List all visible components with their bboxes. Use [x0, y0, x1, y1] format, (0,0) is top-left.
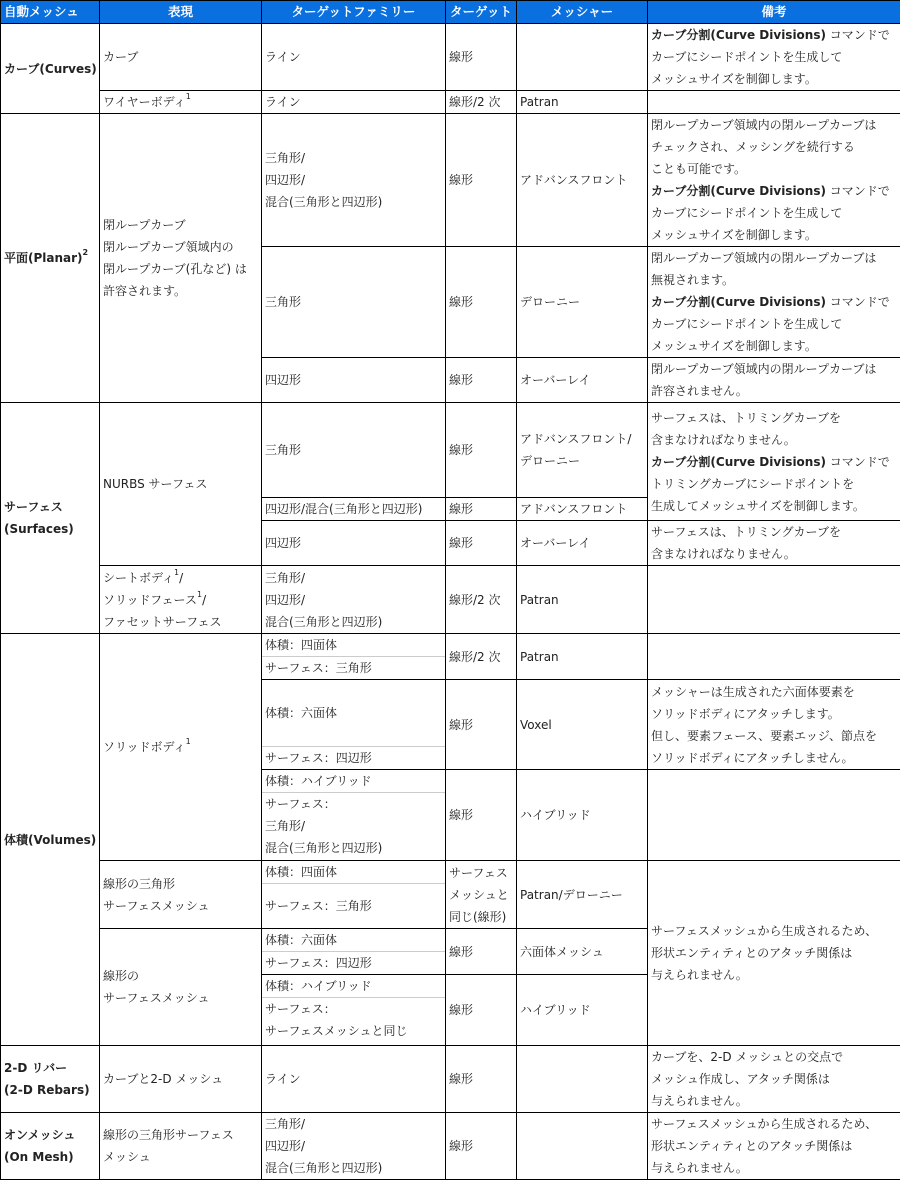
col-header: ターゲット: [446, 1, 517, 24]
cell: [262, 566, 446, 634]
cell: [100, 91, 262, 114]
cell: ライン: [262, 24, 446, 91]
remark: [648, 24, 900, 91]
text: /: [179, 571, 183, 585]
cell: 四辺形/混合(三角形と四辺形): [262, 498, 446, 521]
bold-text: カーブ分割(Curve Divisions): [651, 295, 826, 309]
text: 混合(三角形と四辺形): [265, 191, 442, 213]
cell: [100, 566, 262, 634]
text: カーブを、2-D メッシュとの交点で: [651, 1046, 897, 1068]
cell: ライン: [262, 91, 446, 114]
text: サーフェスメッシュ: [103, 987, 258, 1009]
cell: 三角形: [262, 247, 446, 358]
text: サーフェス：: [265, 998, 442, 1020]
text: 体積：四面体: [262, 861, 445, 884]
remark: [648, 680, 900, 770]
text: 形状エンティティとのアタッチ関係は: [651, 942, 897, 964]
text: 線形の三角形: [103, 873, 258, 895]
remark: [648, 861, 900, 1046]
remark: [648, 770, 900, 861]
text: 但し、要素フェース、要素エッジ、節点を: [651, 725, 897, 747]
cell: ライン: [262, 1046, 446, 1113]
text: サーフェスメッシュと同じ: [265, 1020, 442, 1042]
cell: 六面体メッシュ: [517, 929, 648, 975]
remark: [648, 403, 900, 521]
text: オンメッシュ: [4, 1124, 96, 1146]
table-row: [1, 634, 900, 680]
table-row: [1, 566, 900, 634]
text: サーフェス: [449, 862, 513, 884]
cell: アドバンスフロント: [517, 114, 648, 247]
footnote: 1: [197, 590, 202, 599]
group-volumes: 体積(Volumes): [1, 634, 100, 1046]
cell: 三角形: [262, 403, 446, 498]
text: 三角形/: [265, 567, 442, 589]
cell: [262, 114, 446, 247]
col-header: 備考: [648, 1, 900, 24]
text: 四辺形/: [265, 169, 442, 191]
text: シートボディ: [103, 571, 174, 585]
text: 線形の: [103, 965, 258, 987]
cell: ハイブリッド: [517, 770, 648, 861]
text: 同じ(線形): [449, 906, 513, 928]
cell: 線形: [446, 929, 517, 975]
cell: Patran/デローニー: [517, 861, 648, 929]
cell: オーバーレイ: [517, 358, 648, 403]
cell: [517, 24, 648, 91]
text: メッシャーは生成された六面体要素を: [651, 681, 897, 703]
text: ソリッドボディ: [103, 740, 186, 754]
table-row: [1, 1046, 900, 1113]
cell: [100, 114, 262, 403]
group-surfaces: [1, 403, 100, 634]
text: サーフェス: [4, 496, 96, 518]
col-header: 表現: [100, 1, 262, 24]
text: サーフェスは、トリミングカーブを: [651, 407, 897, 429]
text: トリミングカーブにシードポイントを: [651, 473, 897, 495]
text: 生成してメッシュサイズを制御します。: [651, 495, 897, 517]
text: コマンドで: [826, 28, 890, 42]
text: サーフェス：三角形: [262, 657, 445, 679]
text: メッシュ: [103, 1146, 258, 1168]
text: 形状エンティティとのアタッチ関係は: [651, 1135, 897, 1157]
text: メッシュと: [449, 884, 513, 906]
text: 許容されます。: [103, 280, 258, 302]
text: ソリッドボディにアタッチしません。: [651, 747, 897, 769]
cell: 線形/2 次: [446, 566, 517, 634]
cell: 四辺形: [262, 521, 446, 566]
cell: [262, 1113, 446, 1180]
header-row: [1, 1, 900, 24]
cell: [262, 634, 446, 680]
cell: Patran: [517, 634, 648, 680]
text: ソリッドフェース: [103, 593, 197, 607]
cell: オーバーレイ: [517, 521, 648, 566]
text: 閉ループカーブ: [103, 214, 258, 236]
group-onmesh: [1, 1113, 100, 1180]
text: 閉ループカーブ(孔など) は: [103, 258, 258, 280]
text: 混合(三角形と四辺形): [265, 611, 442, 633]
cell: 線形: [446, 403, 517, 498]
text: サーフェスメッシュ: [103, 895, 258, 917]
text: メッシュサイズを制御します。: [651, 335, 897, 357]
text: 閉ループカーブ領域内の: [103, 236, 258, 258]
cell: 線形: [446, 358, 517, 403]
cell: ハイブリッド: [517, 975, 648, 1046]
text: 閉ループカーブ領域内の閉ループカーブは: [651, 114, 897, 136]
text: 無視されます。: [651, 269, 897, 291]
text: 平面(Planar): [4, 251, 83, 265]
cell: [100, 861, 262, 929]
text: (On Mesh): [4, 1146, 96, 1168]
text: 含まなければなりません。: [651, 429, 897, 451]
text: サーフェス：四辺形: [262, 747, 445, 769]
cell: 線形: [446, 247, 517, 358]
cell: 四辺形: [262, 358, 446, 403]
cell: 線形: [446, 770, 517, 861]
text: ファセットサーフェス: [103, 611, 258, 633]
text: 与えられません。: [651, 964, 897, 986]
text: 混合(三角形と四辺形): [265, 1157, 442, 1179]
cell: [262, 929, 446, 975]
group-rebars: [1, 1046, 100, 1113]
cell: [262, 975, 446, 1046]
text: 四辺形/: [265, 589, 442, 611]
text: 線形の三角形サーフェス: [103, 1124, 258, 1146]
remark: [648, 1046, 900, 1113]
text: サーフェスメッシュから生成されるため、: [651, 1113, 897, 1135]
text: 閉ループカーブ領域内の閉ループカーブは: [651, 358, 897, 380]
cell: Voxel: [517, 680, 648, 770]
cell: 線形: [446, 1046, 517, 1113]
cell: デローニー: [517, 247, 648, 358]
text: 体積：ハイブリッド: [262, 975, 445, 998]
text: 閉ループカーブ領域内の閉ループカーブは: [651, 247, 897, 269]
text: 許容されません。: [651, 380, 897, 402]
text: コマンドで: [826, 455, 890, 469]
cell: カーブと2-D メッシュ: [100, 1046, 262, 1113]
text: メッシュ作成し、アタッチ関係は: [651, 1068, 897, 1090]
cell: [262, 680, 446, 770]
text: メッシュサイズを制御します。: [651, 68, 897, 90]
text: ソリッドボディにアタッチします。: [651, 703, 897, 725]
text: ワイヤーボディ: [103, 95, 186, 109]
remark: [648, 114, 900, 247]
text: 含まなければなりません。: [651, 543, 897, 565]
footnote: 1: [186, 92, 191, 101]
table-row: [1, 403, 900, 498]
table-row: [1, 114, 900, 247]
text: 与えられません。: [651, 1157, 897, 1179]
footnote: 1: [186, 737, 191, 746]
cell: NURBS サーフェス: [100, 403, 262, 566]
remark: [648, 247, 900, 358]
text: アドバンスフロント/: [520, 428, 644, 450]
text: カーブにシードポイントを生成して: [651, 202, 897, 224]
cell: [446, 861, 517, 929]
group-planar: [1, 114, 100, 403]
text: 三角形/: [265, 815, 442, 837]
text: カーブにシードポイントを生成して: [651, 313, 897, 335]
text: (2-D Rebars): [4, 1079, 96, 1101]
footnote: 1: [174, 568, 179, 577]
text: チェックされ、メッシングを続行する: [651, 136, 897, 158]
text: 体積：六面体: [262, 929, 445, 952]
cell: 線形/2 次: [446, 91, 517, 114]
cell: [262, 861, 446, 929]
cell: [100, 1113, 262, 1180]
text: ことも可能です。: [651, 158, 897, 180]
remark: [648, 634, 900, 680]
cell: 線形: [446, 975, 517, 1046]
text: 2-D リバー: [4, 1057, 96, 1079]
table-row: [1, 1113, 900, 1180]
group-curves: カーブ(Curves): [1, 24, 100, 114]
cell: [262, 770, 446, 861]
text: コマンドで: [826, 184, 890, 198]
text: (Surfaces): [4, 518, 96, 540]
bold-text: カーブ分割(Curve Divisions): [651, 455, 826, 469]
remark: [648, 566, 900, 634]
text: コマンドで: [826, 295, 890, 309]
cell: [100, 929, 262, 1046]
bold-text: カーブ分割(Curve Divisions): [651, 28, 826, 42]
cell: [517, 1046, 648, 1113]
text: 体積：六面体: [262, 680, 445, 747]
cell: 線形/2 次: [446, 634, 517, 680]
cell: 線形: [446, 498, 517, 521]
table-row: [1, 24, 900, 91]
cell: アドバンスフロント: [517, 498, 648, 521]
bold-text: カーブ分割(Curve Divisions): [651, 184, 826, 198]
text: サーフェス：三角形: [262, 884, 445, 928]
remark: [648, 1113, 900, 1180]
text: サーフェス：四辺形: [262, 952, 445, 974]
cell: カーブ: [100, 24, 262, 91]
cell: Patran: [517, 566, 648, 634]
footnote: 2: [83, 248, 89, 257]
text: /: [202, 593, 206, 607]
cell: Patran: [517, 91, 648, 114]
text: カーブにシードポイントを生成して: [651, 46, 897, 68]
cell: 線形: [446, 521, 517, 566]
col-header: 自動メッシュ: [1, 1, 100, 24]
text: 与えられません。: [651, 1090, 897, 1112]
text: デローニー: [520, 450, 644, 472]
text: 四辺形/: [265, 1135, 442, 1157]
table-row: [1, 91, 900, 114]
table-row: [1, 861, 900, 929]
cell: [517, 403, 648, 498]
cell: 線形: [446, 1113, 517, 1180]
cell: 線形: [446, 114, 517, 247]
remark: [648, 358, 900, 403]
cell: [517, 1113, 648, 1180]
col-header: メッシャー: [517, 1, 648, 24]
text: サーフェスメッシュから生成されるため、: [651, 920, 897, 942]
text: 体積：ハイブリッド: [262, 770, 445, 793]
cell: [100, 634, 262, 861]
col-header: ターゲットファミリー: [262, 1, 446, 24]
text: 三角形/: [265, 147, 442, 169]
text: 体積：四面体: [262, 634, 445, 657]
text: 三角形/: [265, 1113, 442, 1135]
text: サーフェスは、トリミングカーブを: [651, 521, 897, 543]
text: メッシュサイズを制御します。: [651, 224, 897, 246]
remark: [648, 91, 900, 114]
cell: 線形: [446, 680, 517, 770]
cell: 線形: [446, 24, 517, 91]
remark: [648, 521, 900, 566]
text: 混合(三角形と四辺形): [265, 837, 442, 859]
text: サーフェス：: [265, 793, 442, 815]
